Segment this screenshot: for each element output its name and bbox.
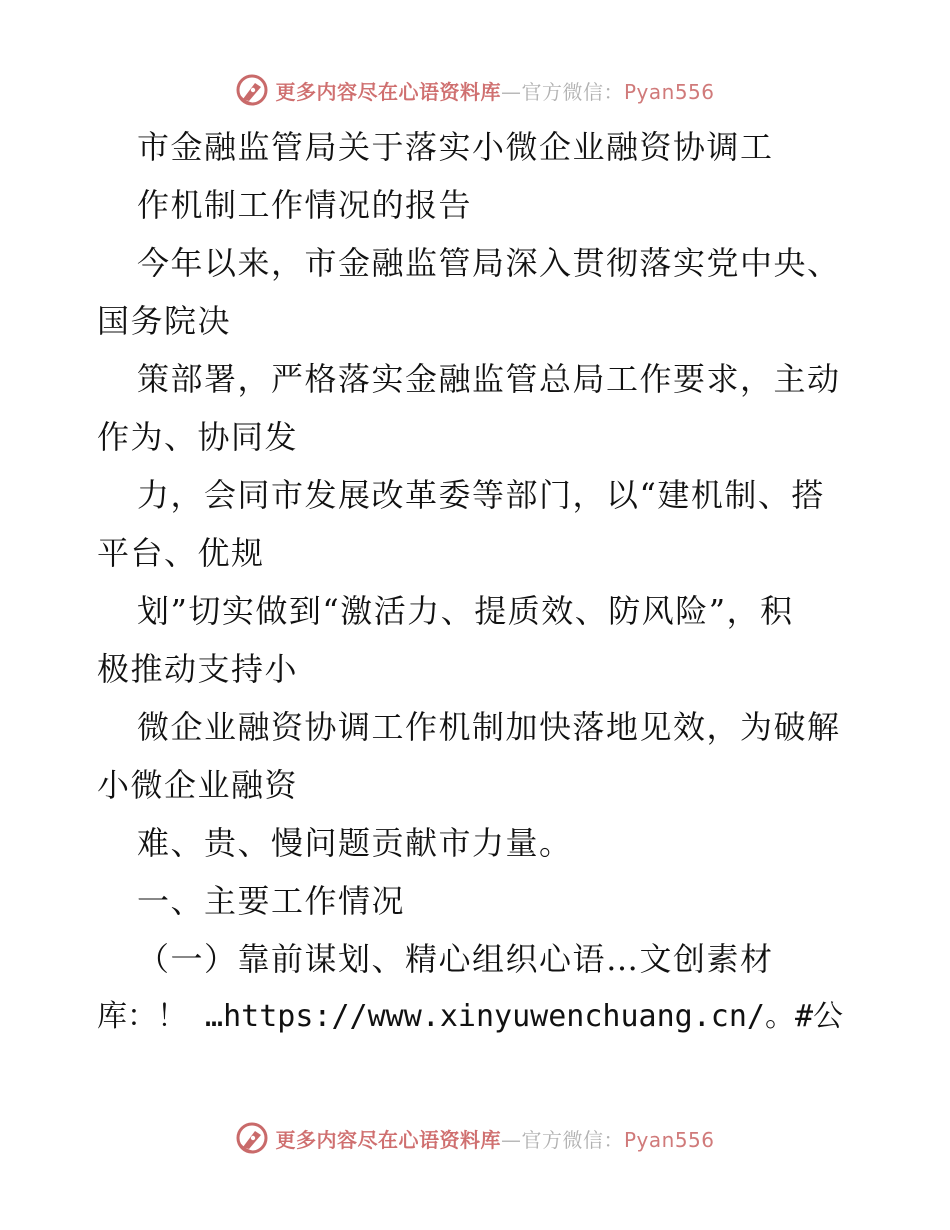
document-body (97, 118, 857, 1046)
document-line: 库：！ …https://www.xinyuwenchuang.cn/。#公 (97, 999, 844, 1034)
header-watermark-banner (0, 70, 950, 110)
banner-separator: — (500, 79, 522, 104)
document-line: 一、主要工作情况 (137, 882, 406, 920)
document-line: 小微企业融资 (97, 766, 299, 804)
document-line: 国务院决 (97, 302, 232, 340)
document-line: 今年以来，市金融监管局深入贯彻落实党中央、 (137, 244, 841, 282)
banner-text (275, 76, 714, 105)
banner-wechat-label: 官方微信： (521, 1127, 624, 1152)
document-line: 极推动支持小 (97, 650, 299, 688)
banner-wechat-id: Pyan556 (623, 79, 715, 104)
banner-brand: 更多内容尽在心语资料库 (275, 1127, 501, 1152)
banner-wechat-id: Pyan556 (623, 1127, 715, 1152)
document-line: 平台、优规 (97, 534, 265, 572)
pen-nib-circle-icon (235, 73, 269, 107)
pen-nib-circle-icon (235, 1121, 269, 1155)
document-line: 难、贵、慢问题贡献市力量。 (137, 824, 573, 862)
document-line: 划”切实做到“激活力、提质效、防风险”，积 (137, 592, 794, 630)
banner-wechat-label: 官方微信： (521, 79, 624, 104)
footer-watermark-banner (0, 1118, 950, 1158)
document-line: 市金融监管局关于落实小微企业融资协调工 (137, 128, 774, 166)
document-line: 微企业融资协调工作机制加快落地见效，为破解 (137, 708, 841, 746)
document-line: 作为、协同发 (97, 418, 299, 456)
banner-separator: — (500, 1127, 522, 1152)
banner-brand: 更多内容尽在心语资料库 (275, 79, 501, 104)
document-line: 策部署，严格落实金融监管总局工作要求，主动 (137, 360, 841, 398)
document-line: （一）靠前谋划、精心组织心语…文创素材 (137, 940, 774, 978)
document-line: 作机制工作情况的报告 (137, 186, 473, 224)
banner-text (275, 1124, 714, 1153)
document-line: 力，会同市发展改革委等部门，以“建机制、搭 (137, 476, 825, 514)
